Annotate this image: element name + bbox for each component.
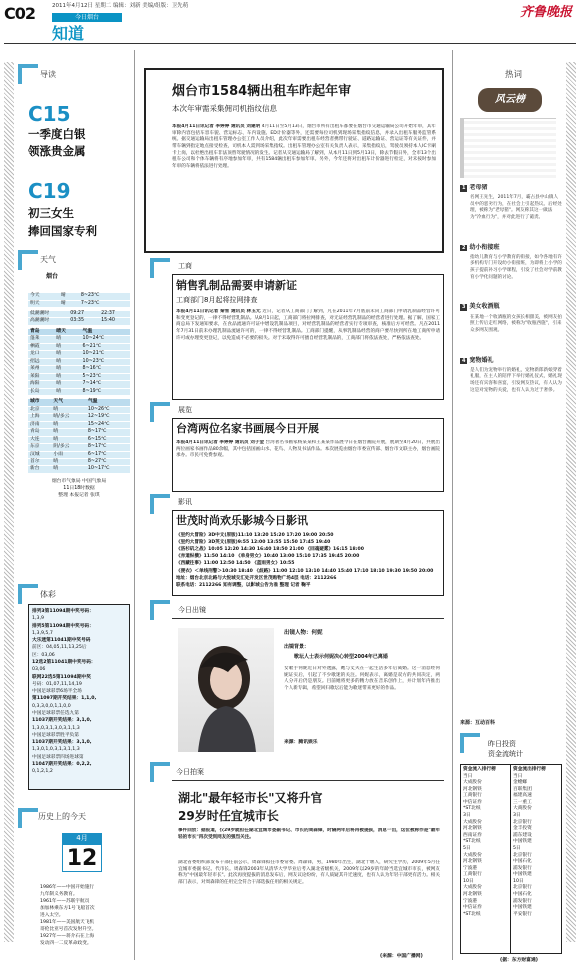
lead-subtitle: 本次年审需采集佣司机指纹信息 bbox=[172, 104, 277, 113]
city-temp: 6~17℃ bbox=[86, 451, 130, 458]
head-cond: 天气 bbox=[51, 399, 85, 406]
city-weather-row bbox=[28, 444, 130, 451]
lottery-bracket-icon bbox=[18, 584, 38, 604]
hot-item-text: 名网王先生，2011年7月，霸占县中山镇人员中的恶劣行为，在社会上引起热议。后经处理，被称为"老母猪"。网友称其这一做法为"冷血行为"，并对此进行了谴责。 bbox=[470, 195, 562, 221]
hot-item-title bbox=[460, 303, 562, 311]
newspaper-logo: 齐鲁晚报 bbox=[519, 5, 572, 20]
funds-in-item: 大成股份 bbox=[463, 780, 482, 786]
lottery-line: 第11097期开奖结果：1,1,0, bbox=[32, 696, 97, 702]
city-cond: 小雨 bbox=[51, 451, 85, 458]
city-city: 上海 bbox=[28, 414, 51, 421]
portrait-image bbox=[178, 628, 274, 752]
tide-key: 低潮潮时 bbox=[28, 311, 68, 318]
film-line: 《里约大冒险》3D中文(原版)11:10 13:20 15:20 17:20 19:00 20:50 bbox=[176, 533, 334, 538]
weather-source-time: 11日18时数据 bbox=[63, 486, 95, 492]
city-city: 东京 bbox=[28, 444, 51, 451]
city-cond: 晴 bbox=[54, 343, 80, 350]
city-weather-row bbox=[28, 381, 130, 388]
lead-body bbox=[172, 124, 436, 248]
history-label: 历史上的今天 bbox=[38, 812, 86, 821]
funds-in-item: 当日 bbox=[463, 773, 473, 779]
lottery-line: 12选2第11041期中奖号码： bbox=[32, 659, 96, 665]
funds-out-item: 当日 bbox=[513, 773, 523, 779]
hot-item-title bbox=[460, 244, 562, 252]
header-meta bbox=[52, 3, 188, 10]
right-hatch-strip bbox=[566, 62, 576, 942]
weather-source bbox=[28, 478, 130, 500]
funds-out-item: 大商股份 bbox=[513, 806, 532, 812]
film-bracket-icon bbox=[150, 494, 170, 514]
focus-intro bbox=[178, 828, 440, 858]
left-hatch-strip bbox=[4, 62, 14, 942]
city-weather-row bbox=[28, 458, 130, 465]
header-editor: 编辑：刘新 bbox=[113, 3, 141, 9]
city-temp: 8~17℃ bbox=[86, 444, 130, 451]
hot-word: 幼小衔接班 bbox=[469, 243, 500, 251]
industry-body bbox=[176, 309, 440, 397]
focus-body: 湖北省委组织部发布干部任前公示，周森锋拟任市委常委。周森锋，男，1980年出生，湖北十堰人，研究生学历，2009年5月任宜城市委副书记、代市长。周森锋2003年从清华大学毕业后考入湖北省级机关，2009年以29岁的年龄当选宜城市市长，被网友称为"中国最年轻市长"。此次再度提拔的消息发布后，网友议论纷纷，有人质疑其升迁速度，也有人认为年轻干部更有活力。相关部门表示，对周森锋的任用完全符合干部选拔任用的相关规定。 bbox=[178, 860, 440, 885]
page-code: C02 bbox=[4, 4, 36, 23]
exhibit-byline: 本报4月11日讯记者 李婷婷 通讯员 刘子金 bbox=[176, 440, 265, 445]
city-temp: 5~23℃ bbox=[81, 373, 130, 380]
city-city: 蓬莱 bbox=[28, 336, 54, 343]
funds-out-item: 浦发银行 bbox=[513, 865, 532, 871]
funds-in-item: 工商银行 bbox=[463, 793, 482, 799]
city-cond: 晴 bbox=[54, 351, 80, 358]
forecast-temp: 8~23℃ bbox=[79, 293, 130, 300]
lottery-box bbox=[28, 604, 130, 790]
hot-decor bbox=[460, 118, 556, 178]
head-temp: 气温 bbox=[86, 399, 130, 406]
mirror-photo bbox=[178, 628, 274, 752]
city-city: 长岛 bbox=[28, 388, 54, 395]
funds-out-item: 福建高速 bbox=[513, 793, 532, 799]
city-city: 栖霞 bbox=[28, 343, 54, 350]
guide-label: 导读 bbox=[40, 70, 56, 79]
forecast-cond: 晴 bbox=[59, 293, 79, 300]
funds-in-item: 西南证券 bbox=[463, 832, 482, 838]
funds-out-item: 浦东建设 bbox=[513, 832, 532, 838]
lottery-line: 11047期开奖结果：0,2,2, bbox=[32, 761, 92, 767]
city-cond: 晴 bbox=[54, 373, 80, 380]
history-item: 1927年——蒋介石在上海 bbox=[40, 934, 95, 940]
funds-out-item: 5日 bbox=[513, 845, 521, 851]
funds-label2: 资金流统计 bbox=[488, 750, 523, 758]
forecast-day: 明天 bbox=[28, 300, 59, 307]
hot-item-text: 在某地一个收酒瓶的女孩长相甜美，被网友拍照上传后走红网络，被称为"收瓶西施"，引来众多网友围观。 bbox=[470, 314, 562, 333]
forecast-cond: 晴 bbox=[59, 300, 79, 307]
city-city: 海阳 bbox=[28, 381, 54, 388]
hot-item-text: 指幼儿教育与小学教育的衔接，如今各地有许多机构专门开设幼小衔接班，为即将上小学的孩子提前补习小学课程，引发了社会对学前教育小学化问题的讨论。 bbox=[470, 254, 562, 280]
tide-table bbox=[28, 311, 130, 326]
lottery-line: 排列3第11094期中奖号码： bbox=[32, 609, 94, 614]
hot-rank-badge: 4 bbox=[462, 357, 466, 364]
city-cond: 晴 bbox=[54, 381, 80, 388]
head-city: 城市 bbox=[28, 399, 51, 406]
world-weather-table bbox=[28, 399, 130, 474]
header-rule bbox=[4, 43, 576, 44]
city-temp: 15~24℃ bbox=[86, 421, 130, 428]
funds-in-item: 中信证券 bbox=[463, 905, 482, 911]
funds-out-item: 中国铁建 bbox=[513, 839, 532, 845]
weather-panel bbox=[28, 293, 130, 499]
left-column-divider bbox=[134, 50, 135, 960]
funds-out-item: 3日 bbox=[513, 813, 521, 819]
hot-banner: 风云榜 bbox=[478, 88, 542, 112]
funds-label: 昨日投资 bbox=[488, 740, 516, 748]
mirror-rule bbox=[172, 618, 444, 619]
film-line: 地址：烟台北京北路与大悦城交汇处开发区世茂购物广场4层 电话：2112266 bbox=[176, 575, 337, 581]
city-cond: 晴 bbox=[51, 466, 85, 473]
focus-intro-label: 事件回放： bbox=[178, 828, 202, 833]
history-list bbox=[40, 884, 132, 947]
city-weather-head bbox=[28, 329, 130, 336]
hot-word: 老母猪 bbox=[469, 184, 488, 191]
city-cond: 晴 bbox=[51, 458, 85, 465]
history-item: 1986年——中国开始施行 bbox=[40, 885, 95, 890]
focus-title1: 湖北"最年轻市长"又将升官 bbox=[178, 791, 323, 805]
lottery-line: 11037期开奖结果：3,1,0, bbox=[32, 718, 92, 724]
film-line: 《里约大冒险》3D英文(原版)9:55 12:00 13:55 15:50 17:45 19:40 bbox=[176, 540, 331, 546]
header-date: 2011年4月12日 bbox=[52, 3, 93, 9]
exhibit-text: 台湾著名书画家杨某某和王某某作品展今日在烟台画院开展，展期至4月20日，共展出两位画家书画作品80余幅，其中包括国画山水、花鸟、人物及书法作品。本次展览由烟台市委宣传部、烟台市文联主办，烟台画院承办。市民可免费参观。 bbox=[176, 440, 440, 459]
city-city: 莱阳 bbox=[28, 373, 54, 380]
industry-text: 近日，记者从工商部门了解到，凡在2011年7月底前未向工商部门申请乳制品经营许可和变更登记的，一律不得经营乳制品。从8月1日起，工商部门将拉网排查，对无证经营乳制品的经营者进行处理。据了解，国家工商总局下发通知要求，在食品流通许可证中增设乳制品项目，对经营乳制品的经营者实行专项审查，核准后方可经营。凡在2011年7月31日前未办理乳制品流通许可的，一律不得经营乳制品。工商部门提醒，从事乳制品经营的商户要尽快到所在地工商所申请许可或办理变更登记，以免造成不必要的损失。对于未取得许可擅自经营乳制品的，工商部门将依法查处，严格依法查处。 bbox=[176, 309, 440, 341]
city-temp: 10~23℃ bbox=[81, 358, 130, 365]
city-weather-table bbox=[28, 329, 130, 396]
header-designer: 美编/组版：卫先萌 bbox=[142, 3, 189, 9]
funds-table bbox=[460, 764, 562, 954]
city-cond: 晴 bbox=[54, 358, 80, 365]
hot-rank-badge: 1 bbox=[462, 185, 466, 191]
city-temp: 10~21℃ bbox=[81, 351, 130, 358]
city-weather-row bbox=[28, 388, 130, 395]
focus-label: 今日拍案 bbox=[176, 768, 204, 776]
funds-in-item: 3日 bbox=[463, 813, 471, 819]
city-cond: 晴 bbox=[54, 336, 80, 343]
funds-out-item: 10日 bbox=[513, 878, 524, 884]
city-weather-row bbox=[28, 421, 130, 428]
hot-item-title bbox=[460, 357, 562, 365]
mirror-label: 今日出镜 bbox=[178, 606, 206, 614]
weather-city: 烟台 bbox=[46, 273, 59, 280]
film-line: 《便衣》＜单线刑警＞10:30 18:40 《歧路》11:00 12:10 13:10 14:40 15:40 17:10 18:10 19:30 19:50 20:00 bbox=[176, 568, 434, 574]
lottery-line: 联网22选5第11094期中奖 bbox=[32, 674, 91, 680]
city-cond: 晴 bbox=[54, 388, 80, 395]
funds-in-item: 大成股份 bbox=[463, 852, 482, 858]
forecast-day: 今天 bbox=[28, 293, 59, 300]
lottery-line: 中国足球彩票6场半全场 bbox=[32, 689, 82, 695]
head-temp: 气温 bbox=[81, 329, 130, 336]
mirror-body: 女歌手何妮近日对外透露，她与丈夫在一起生活多年后离婚。这一消息经何妮证实后，引起了不少歌迷的关注。何妮表示，离婚是双方的共同决定，两人分开后仍是朋友。目前她将更多的精力放在音乐创作上，并计划年内推出个人新专辑，希望回归歌坛后能为歌迷带来更好的作品。 bbox=[284, 666, 440, 691]
funds-out-item: 浦发银行 bbox=[513, 898, 532, 904]
funds-out-item: 中国铁建 bbox=[513, 905, 532, 911]
mirror-bracket-icon bbox=[150, 600, 170, 620]
lottery-line: 中国足球彩票胜平负第 bbox=[32, 732, 79, 738]
history-day: 12 bbox=[62, 844, 102, 872]
city-city: 莱州 bbox=[28, 366, 54, 373]
film-line: 《赤道纵横》11:50 14:10 《单身男女》10:40 13:00 15:10 17:35 19:45 20:00 bbox=[176, 554, 360, 560]
city-temp: 6~15℃ bbox=[86, 436, 130, 443]
lottery-line: 0,3,3,0,0,1,1,0,0 bbox=[32, 703, 71, 709]
city-weather-row bbox=[28, 336, 130, 343]
mirror-source: 来源：腾讯娱乐 bbox=[284, 740, 318, 745]
funds-out-item: 北京银行 bbox=[513, 885, 532, 891]
hot-item bbox=[460, 244, 562, 282]
city-weather-row bbox=[28, 343, 130, 350]
funds-in-item: 大成股份 bbox=[463, 885, 482, 891]
funds-in-column bbox=[461, 765, 511, 953]
funds-out-item: 中国石化 bbox=[513, 891, 532, 897]
city-weather-row bbox=[28, 466, 130, 473]
weather-credit: 整理 本报记者 张琪 bbox=[58, 493, 100, 499]
focus-source: (来源：中国广播网) bbox=[380, 954, 423, 959]
tide-row bbox=[28, 318, 130, 325]
city-city: 新台 bbox=[28, 466, 51, 473]
funds-in-item: 河北钢铁 bbox=[463, 859, 482, 865]
city-city: 招远 bbox=[28, 358, 54, 365]
film-line: 《西藏往事》11:00 12:50 14:50 《蓝雨男女》10:55 bbox=[176, 561, 295, 567]
head-cond: 晴天 bbox=[54, 329, 80, 336]
hot-item-text: 是人们为宠物举行的婚礼，宠物新郎新娘穿着礼服，在主人的陪伴下举行婚礼仪式，婚礼现场还有宾客和喜宴，引发网友热议，有人认为这是对宠物的关爱，也有人认为过于奢侈。 bbox=[470, 367, 562, 393]
industry-label: 工商 bbox=[178, 262, 192, 270]
funds-in-item: 大成股份 bbox=[463, 819, 482, 825]
funds-out-item: 北京银行 bbox=[513, 852, 532, 858]
funds-out-item: 平安银行 bbox=[513, 911, 532, 917]
hot-item bbox=[460, 357, 562, 395]
funds-out-item: 百联集团 bbox=[513, 786, 532, 792]
film-label: 影讯 bbox=[178, 498, 192, 506]
industry-byline: 本报4月11日讯记者 秦雪 通讯员 林玉元 bbox=[176, 309, 261, 314]
mirror-meta: 出镜背景： bbox=[284, 644, 310, 650]
header-weekday: 星期二 bbox=[94, 3, 112, 9]
hot-rank-badge: 3 bbox=[462, 304, 466, 311]
film-listings bbox=[176, 532, 442, 594]
funds-in-item: 宁波港 bbox=[463, 865, 478, 871]
city-temp: 10~26℃ bbox=[86, 406, 130, 413]
industry-bracket-icon bbox=[150, 258, 170, 278]
city-cond: 晴 bbox=[51, 436, 85, 443]
guide-page-1: C15 bbox=[28, 102, 71, 126]
lottery-line: 03,06 bbox=[32, 667, 46, 673]
industry-title: 销售乳制品需要申请新证 bbox=[176, 279, 297, 292]
lead-byline: 本报4月11日讯记者 李婷婷 通讯员 刘建明 bbox=[172, 124, 261, 129]
city-cond: 晴 bbox=[51, 421, 85, 428]
city-temp: 8~17℃ bbox=[86, 429, 130, 436]
lottery-line: 号码：01,07,11,14,19 bbox=[32, 681, 82, 687]
head-city: 青岛 bbox=[28, 329, 54, 336]
funds-source: (据：东方财富通) bbox=[500, 958, 538, 963]
city-temp: 8~19℃ bbox=[81, 388, 130, 395]
funds-in-item: 工商银行 bbox=[463, 872, 482, 878]
guide-headline-2a: 初三女生 bbox=[28, 206, 74, 220]
funds-in-item: 河北钢铁 bbox=[463, 786, 482, 792]
guide-page-2: C19 bbox=[28, 179, 71, 203]
city-temp: 10~17℃ bbox=[86, 466, 130, 473]
film-title: 世茂时尚欢乐影城今日影讯 bbox=[176, 514, 308, 527]
funds-in-item: 河北钢铁 bbox=[463, 891, 482, 897]
tide-key: 高潮潮时 bbox=[28, 318, 68, 325]
city-weather-row bbox=[28, 429, 130, 436]
funds-out-column bbox=[511, 765, 561, 953]
lottery-line: 1,3,0,1,0,3,1,3,1,1,3 bbox=[32, 747, 80, 753]
forecast-row bbox=[28, 293, 130, 300]
city-cond: 晴 bbox=[54, 366, 80, 373]
city-temp: 7~14℃ bbox=[81, 381, 130, 388]
hot-list bbox=[460, 184, 562, 724]
lottery-label: 体彩 bbox=[40, 590, 56, 599]
history-item: 哥伦比亚号首次发射升空。 bbox=[40, 927, 97, 933]
weather-source-line: 烟台市气象局 中国气象局 bbox=[51, 478, 107, 484]
lottery-line: 1,3,0,3,1,3,0,3,1,1,3 bbox=[32, 725, 80, 731]
city-weather-row bbox=[28, 406, 130, 413]
funds-out-item: 金丰投资 bbox=[513, 826, 532, 832]
funds-in-item: *ST北纸 bbox=[463, 911, 481, 917]
mirror-name: 出镜人物：何妮 bbox=[284, 630, 323, 636]
city-cond: 阴/多云 bbox=[51, 444, 85, 451]
hot-item-title bbox=[460, 184, 562, 192]
tide-row bbox=[28, 311, 130, 318]
funds-out-item: 北京银行 bbox=[513, 819, 532, 825]
right-column-divider bbox=[452, 50, 453, 960]
hot-item bbox=[460, 303, 562, 334]
film-line: 联系电话：2112266 知有调整，以影城公告为准 整理 记者 鞠平 bbox=[176, 582, 311, 588]
focus-intro-text: 据报道，仅29岁就担任湖北宜城市委副书记、市长的周森锋，时隔两年后将再被提拔，消息一出，这位被称作是"最年轻的市长"再次受到网友的强烈关注。 bbox=[178, 828, 440, 840]
funds-out-item: 中国石化 bbox=[513, 859, 532, 865]
exhibit-body bbox=[176, 440, 440, 488]
funds-in-item: *ST北纸 bbox=[463, 839, 481, 845]
exhibit-bracket-icon bbox=[150, 402, 170, 422]
film-line: 《洛杉矶之战》10:05 12:20 14:30 16:40 18:50 21:00 《回魂疑雾》16:15 18:00 bbox=[176, 547, 364, 553]
hot-item bbox=[460, 184, 562, 222]
funds-in-item: 10日 bbox=[463, 878, 474, 884]
funds-in-head: 资金流入排行榜 bbox=[463, 767, 496, 772]
history-bracket-icon bbox=[18, 808, 38, 828]
weather-forecast-table bbox=[28, 293, 130, 308]
city-cond: 晴/多云 bbox=[51, 414, 85, 421]
tide-b: 22:37 bbox=[99, 311, 130, 318]
city-cond: 晴 bbox=[51, 406, 85, 413]
weather-bracket-icon bbox=[18, 250, 38, 270]
city-city: 济南 bbox=[28, 421, 51, 428]
funds-bracket-icon bbox=[460, 733, 480, 753]
hot-source: 来源：互动百科 bbox=[460, 720, 496, 726]
hot-word: 美女收酒瓶 bbox=[469, 303, 500, 311]
lottery-line: 前区：04,05,11,13,25后 bbox=[32, 645, 87, 651]
guide-headline-2b: 捧回国家专利 bbox=[28, 224, 97, 238]
lottery-line: 区：03,06 bbox=[32, 652, 55, 658]
mirror-meta2: 歌坛人士表示何妮决心转型2004年已离婚 bbox=[294, 654, 388, 660]
city-city: 青岛 bbox=[28, 429, 51, 436]
city-city: 首尔 bbox=[28, 458, 51, 465]
city-weather-row bbox=[28, 373, 130, 380]
guide-headline-1a: 一季度白银 bbox=[28, 127, 86, 141]
hot-word: 宽物婚礼 bbox=[469, 356, 494, 364]
exhibit-title: 台湾两位名家书画展今日开展 bbox=[176, 422, 319, 435]
city-temp: 8~27℃ bbox=[86, 458, 130, 465]
city-weather-row bbox=[28, 414, 130, 421]
funds-out-item: 三一重工 bbox=[513, 799, 532, 805]
exhibit-label: 展览 bbox=[178, 406, 192, 414]
focus-title2: 29岁时任宜城市长 bbox=[178, 809, 279, 823]
funds-in-item: 河北钢铁 bbox=[463, 826, 482, 832]
focus-bracket-icon bbox=[150, 762, 170, 782]
history-item: 发动四一二反革命政变。 bbox=[40, 941, 92, 947]
funds-in-item: 宁波港 bbox=[463, 898, 478, 904]
city-city: 北京 bbox=[28, 406, 51, 413]
city-temp: 10~24℃ bbox=[81, 336, 130, 343]
forecast-temp: 7~23℃ bbox=[79, 300, 130, 307]
city-weather-row bbox=[28, 351, 130, 358]
lottery-line: 中国足球彩票任选九第 bbox=[32, 710, 79, 716]
tide-a: 09:27 bbox=[68, 311, 99, 318]
history-item: 进入太空。 bbox=[40, 913, 64, 919]
forecast-row bbox=[28, 300, 130, 307]
tide-a: 03:35 bbox=[68, 318, 99, 325]
lottery-line: 大乐透第11041期中奖号码 bbox=[32, 638, 91, 644]
history-item: 1981年——美国航天飞机 bbox=[40, 920, 95, 926]
history-item: 1961年——苏联宇航员 bbox=[40, 899, 90, 905]
world-weather-head bbox=[28, 399, 130, 406]
lottery-line: 1,3,9,5,7 bbox=[32, 630, 53, 636]
guide-headline-1b: 领涨贵金属 bbox=[28, 144, 86, 158]
section-brand: 知道 bbox=[52, 24, 85, 43]
focus-rule bbox=[172, 780, 444, 781]
city-city: 汉城 bbox=[28, 451, 51, 458]
funds-out-item: 中国铁建 bbox=[513, 872, 532, 878]
lead-title: 烟台市1584辆出租车昨起年审 bbox=[172, 84, 352, 99]
lottery-line: 11037期开奖结果：3,1,0, bbox=[32, 740, 92, 746]
lottery-line: 0,1,2,1,2 bbox=[32, 769, 53, 775]
history-item: 九年制义务教育。 bbox=[40, 892, 78, 898]
hot-rank-badge: 2 bbox=[462, 244, 466, 251]
city-temp: 6~21℃ bbox=[81, 343, 130, 350]
funds-out-head: 资金流出排行榜 bbox=[513, 767, 546, 772]
lottery-line: 排列5第11094期中奖号码： bbox=[32, 623, 94, 629]
funds-in-item: *ST北纸 bbox=[463, 806, 481, 812]
hot-label: 热词 bbox=[505, 70, 523, 80]
city-weather-row bbox=[28, 436, 130, 443]
city-weather-row bbox=[28, 366, 130, 373]
lead-text: 4月11日至5月13日，烟台市所有出租车都要在烟台市交通运输局公司开始年审，其年审除内容包括车容车貌、营运标志、车内设施、ED计价器等外，还需要每位司机到现场采集指纹信息，并录入出租车服务监管系统。据交通运输局出租车管理办公室工作人员介绍，此次年审需要出租车经营者携带行驶证、道路运输证、营运证等有关证件，并带车辆到指定地点接受检查，司机本人需到场采集指纹。出租车管理办公室有关负责人表示，采集指纹后，驾驶员须持本人IC卡刷卡上岗，以杜绝出租车非法顶替驾驶情况的发生。记者从交通运输局了解到，从本月11日到5月13日，除去节假日外，全市13个出租车公司和个体车辆将有序地参加年审，共有1584辆出租车参加年审。另外，今年还将对出租车计价器进行检定，对未按时参加年审的车辆将依法进行处理。 bbox=[172, 124, 436, 169]
city-weather-row bbox=[28, 358, 130, 365]
industry-subtitle: 工商部门8月起将拉网排查 bbox=[176, 296, 258, 304]
history-item: 加加林乘东方1号飞船首次 bbox=[40, 906, 95, 912]
funds-in-item: 5日 bbox=[463, 845, 471, 851]
city-temp: 12~19℃ bbox=[86, 414, 130, 421]
city-cond: 晴 bbox=[51, 429, 85, 436]
tide-b: 15:40 bbox=[99, 318, 130, 325]
guide-bracket-icon bbox=[18, 64, 38, 84]
city-city: 大连 bbox=[28, 436, 51, 443]
city-city: 龙口 bbox=[28, 351, 54, 358]
weather-label: 天气 bbox=[40, 255, 56, 264]
city-temp: 8~16℃ bbox=[81, 366, 130, 373]
funds-out-item: 金螳螂 bbox=[513, 780, 528, 786]
lottery-line: 1,3,9 bbox=[32, 616, 44, 622]
lottery-line: 中国足球彩票四场进球第 bbox=[32, 754, 84, 760]
city-weather-row bbox=[28, 451, 130, 458]
section-tag: 今日烟台 bbox=[52, 13, 122, 22]
history-month: 4月 bbox=[62, 833, 102, 844]
funds-in-item: 中信证券 bbox=[463, 799, 482, 805]
